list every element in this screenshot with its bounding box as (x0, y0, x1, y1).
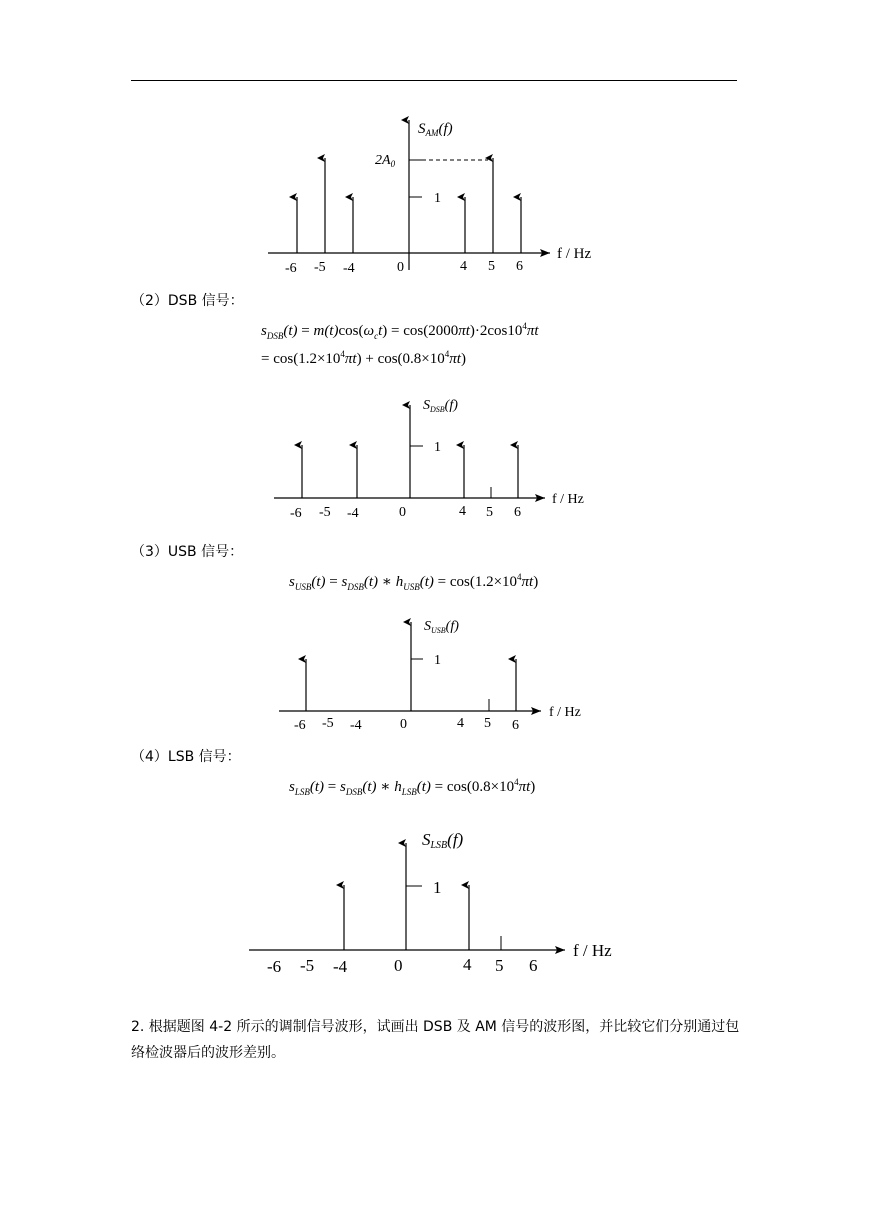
sdsb-tick-neg4: -4 (347, 506, 359, 521)
susb-ylabel: $S_{USB}(f)$ (424, 619, 459, 635)
sam-ylabel: $S_{AM}(f)$ (418, 121, 453, 138)
sam-ytick-1-label: 1 (434, 191, 441, 206)
sam-tick-0: 0 (397, 260, 404, 275)
susb-tick-6: 6 (512, 718, 519, 733)
slsb-tick-0: 0 (394, 956, 403, 975)
slsb-tick-5: 5 (495, 956, 504, 975)
sam-tick-neg6: -6 (285, 261, 297, 276)
susb-ytick-1-label: 1 (434, 653, 441, 668)
equation-lsb: $s_{LSB}(t) = s_{DSB}(t)$ ∗ $h_{LSB}(t) = \cos(0.8\times 10^4\pi t)$ (289, 777, 536, 797)
sam-tick-labels (285, 259, 523, 276)
sdsb-tick-neg6: -6 (290, 506, 302, 521)
sdsb-ylabel: $S_{DSB}(f)$ (423, 398, 458, 414)
sdsb-tick-6: 6 (514, 505, 521, 520)
heading-dsb: （2）DSB 信号： (131, 293, 244, 309)
equation-dsb-line1: $s_{DSB}(t) = m(t)\cos(\omega_ct) = \cos(2000\pi t)\cdot 2\cos 10^4\pi t$ (261, 321, 539, 341)
slsb-tick-4: 4 (463, 955, 472, 974)
slsb-ylabel: SLSB(f) (422, 830, 464, 851)
sam-tick-5: 5 (488, 259, 495, 274)
susb-tick-neg6: -6 (294, 718, 306, 733)
sdsb-tick-5: 5 (486, 505, 493, 520)
question-2: 2. 根据题图 4-2 所示的调制信号波形，试画出 DSB 及 AM 信号的波形图，并比较它们分别通过包络检波器后的波形差别。 (131, 1019, 740, 1061)
susb-tick-neg5: -5 (322, 716, 334, 731)
sam-tick-4: 4 (460, 259, 467, 274)
sdsb-tick-4: 4 (459, 504, 466, 519)
slsb-tick-neg5: -5 (300, 956, 315, 975)
slsb-xlabel: f / Hz (573, 941, 612, 960)
sdsb-tick-neg5: -5 (319, 505, 331, 520)
slsb-tick-labels (267, 955, 538, 976)
slsb-ytick-1-label: 1 (433, 878, 442, 897)
sam-xlabel: f / Hz (557, 246, 592, 262)
heading-usb: （3）USB 信号： (131, 544, 244, 560)
slsb-tick-neg6: -6 (267, 957, 282, 976)
susb-tick-0: 0 (400, 717, 407, 732)
sdsb-tick-0: 0 (399, 505, 406, 520)
sam-tick-6: 6 (516, 259, 523, 274)
sam-tick-neg5: -5 (314, 260, 326, 275)
sam-ytick-2a0-label: $2A_0$ (375, 153, 396, 169)
susb-xlabel: f / Hz (549, 705, 581, 720)
slsb-tick-neg4: -4 (333, 957, 348, 976)
susb-tick-4: 4 (457, 716, 464, 731)
slsb-tick-6: 6 (529, 956, 538, 975)
susb-tick-5: 5 (484, 716, 491, 731)
heading-lsb: （4）LSB 信号： (131, 749, 241, 765)
sdsb-ytick-1-label: 1 (434, 440, 441, 455)
sdsb-tick-labels (290, 504, 521, 521)
equation-dsb-line2: = $\cos(1.2\times 10^4\pi t) + \cos(0.8\times 10^4\pi t)$ (261, 349, 466, 367)
sdsb-xlabel: f / Hz (552, 492, 584, 507)
susb-tick-neg4: -4 (350, 718, 362, 733)
susb-tick-labels (294, 716, 519, 733)
sam-tick-neg4: -4 (343, 261, 355, 276)
equation-usb: $s_{USB}(t) = s_{DSB}(t)$ ∗ $h_{USB}(t) = \cos(1.2\times 10^4\pi t)$ (289, 572, 539, 592)
